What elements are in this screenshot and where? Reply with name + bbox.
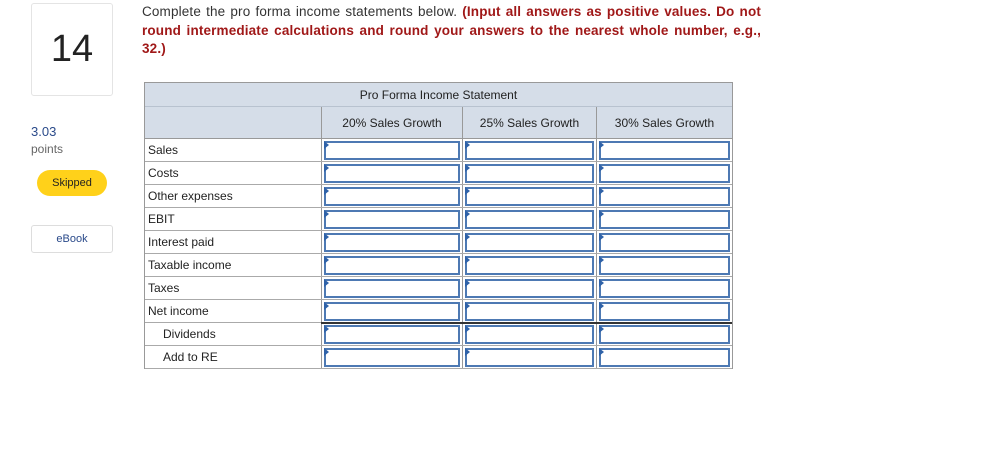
table-cell [321, 323, 462, 345]
column-header-2: 25% Sales Growth [462, 107, 596, 138]
instructions [142, 3, 761, 59]
status-badge: Skipped [37, 170, 107, 196]
table-cell [462, 254, 596, 276]
table-cell [462, 346, 596, 368]
answer-input[interactable] [324, 141, 460, 160]
answer-input[interactable] [599, 279, 730, 298]
table-cell [462, 208, 596, 230]
answer-input[interactable] [599, 187, 730, 206]
answer-input[interactable] [324, 164, 460, 183]
table-row [145, 139, 732, 162]
table-cell [321, 254, 462, 276]
row-label: Other expenses [148, 189, 233, 203]
answer-input[interactable] [324, 187, 460, 206]
table-cell [321, 231, 462, 253]
table-cell [596, 185, 732, 207]
table-cell [462, 277, 596, 299]
answer-input[interactable] [324, 325, 460, 344]
row-label: EBIT [148, 212, 175, 226]
row-label: Net income [148, 304, 209, 318]
table-cell [321, 346, 462, 368]
table-cell [462, 162, 596, 184]
question-number: 14 [50, 28, 94, 70]
points-label: points [31, 142, 64, 156]
row-label: Taxable income [148, 258, 232, 272]
table-cell [596, 300, 732, 322]
instructions-bold: (Input all answers as positive values. Do not round intermediate calculations and round your answers to the nearest whole number, e.g., 32.) [142, 4, 761, 56]
answer-input[interactable] [465, 279, 594, 298]
answer-input[interactable] [599, 210, 730, 229]
answer-input[interactable] [324, 279, 460, 298]
table-cell [462, 139, 596, 161]
total-underline [321, 322, 732, 324]
table-row [145, 185, 732, 208]
table-row [145, 231, 732, 254]
table-cell [462, 231, 596, 253]
table-cell [321, 277, 462, 299]
table-row [145, 300, 732, 323]
table-cell [321, 139, 462, 161]
table-cell [596, 323, 732, 345]
answer-input[interactable] [324, 348, 460, 367]
answer-input[interactable] [465, 302, 594, 321]
answer-input[interactable] [324, 256, 460, 275]
answer-input[interactable] [599, 233, 730, 252]
answer-input[interactable] [465, 348, 594, 367]
row-label: Taxes [148, 281, 180, 295]
answer-input[interactable] [599, 348, 730, 367]
table-cell [596, 346, 732, 368]
row-label: Dividends [163, 327, 216, 341]
table-cell [596, 208, 732, 230]
ebook-button[interactable]: eBook [31, 225, 113, 253]
table-row [145, 277, 732, 300]
table-cell [321, 300, 462, 322]
row-label: Interest paid [148, 235, 215, 249]
table-cell [462, 323, 596, 345]
answer-input[interactable] [599, 256, 730, 275]
answer-input[interactable] [599, 164, 730, 183]
row-label: Costs [148, 166, 179, 180]
table-title: Pro Forma Income Statement [145, 83, 732, 107]
table-cell [596, 139, 732, 161]
answer-input[interactable] [599, 141, 730, 160]
pro-forma-table [144, 82, 733, 369]
column-header-3: 30% Sales Growth [596, 107, 732, 138]
table-row [145, 162, 732, 185]
column-header-1: 20% Sales Growth [321, 107, 462, 138]
column-header-row [145, 107, 732, 139]
answer-input[interactable] [465, 256, 594, 275]
answer-input[interactable] [465, 210, 594, 229]
table-cell [596, 162, 732, 184]
table-cell [321, 185, 462, 207]
row-label: Sales [148, 143, 179, 157]
table-cell [462, 185, 596, 207]
answer-input[interactable] [324, 210, 460, 229]
row-label: Add to RE [163, 350, 218, 364]
answer-input[interactable] [465, 164, 594, 183]
question-number-box [31, 3, 113, 96]
answer-input[interactable] [465, 141, 594, 160]
table-row [145, 323, 732, 346]
table-cell [321, 162, 462, 184]
answer-input[interactable] [324, 233, 460, 252]
answer-input[interactable] [465, 325, 594, 344]
table-row [145, 208, 732, 231]
table-cell [596, 231, 732, 253]
table-cell [596, 254, 732, 276]
instructions-plain: Complete the pro forma income statements below. [142, 4, 458, 19]
points-value: 3.03 [31, 124, 57, 139]
answer-input[interactable] [324, 302, 460, 321]
table-cell [462, 300, 596, 322]
table-cell [596, 277, 732, 299]
answer-input[interactable] [599, 325, 730, 344]
answer-input[interactable] [465, 187, 594, 206]
answer-input[interactable] [465, 233, 594, 252]
table-cell [321, 208, 462, 230]
table-row [145, 346, 732, 369]
table-row [145, 254, 732, 277]
answer-input[interactable] [599, 302, 730, 321]
